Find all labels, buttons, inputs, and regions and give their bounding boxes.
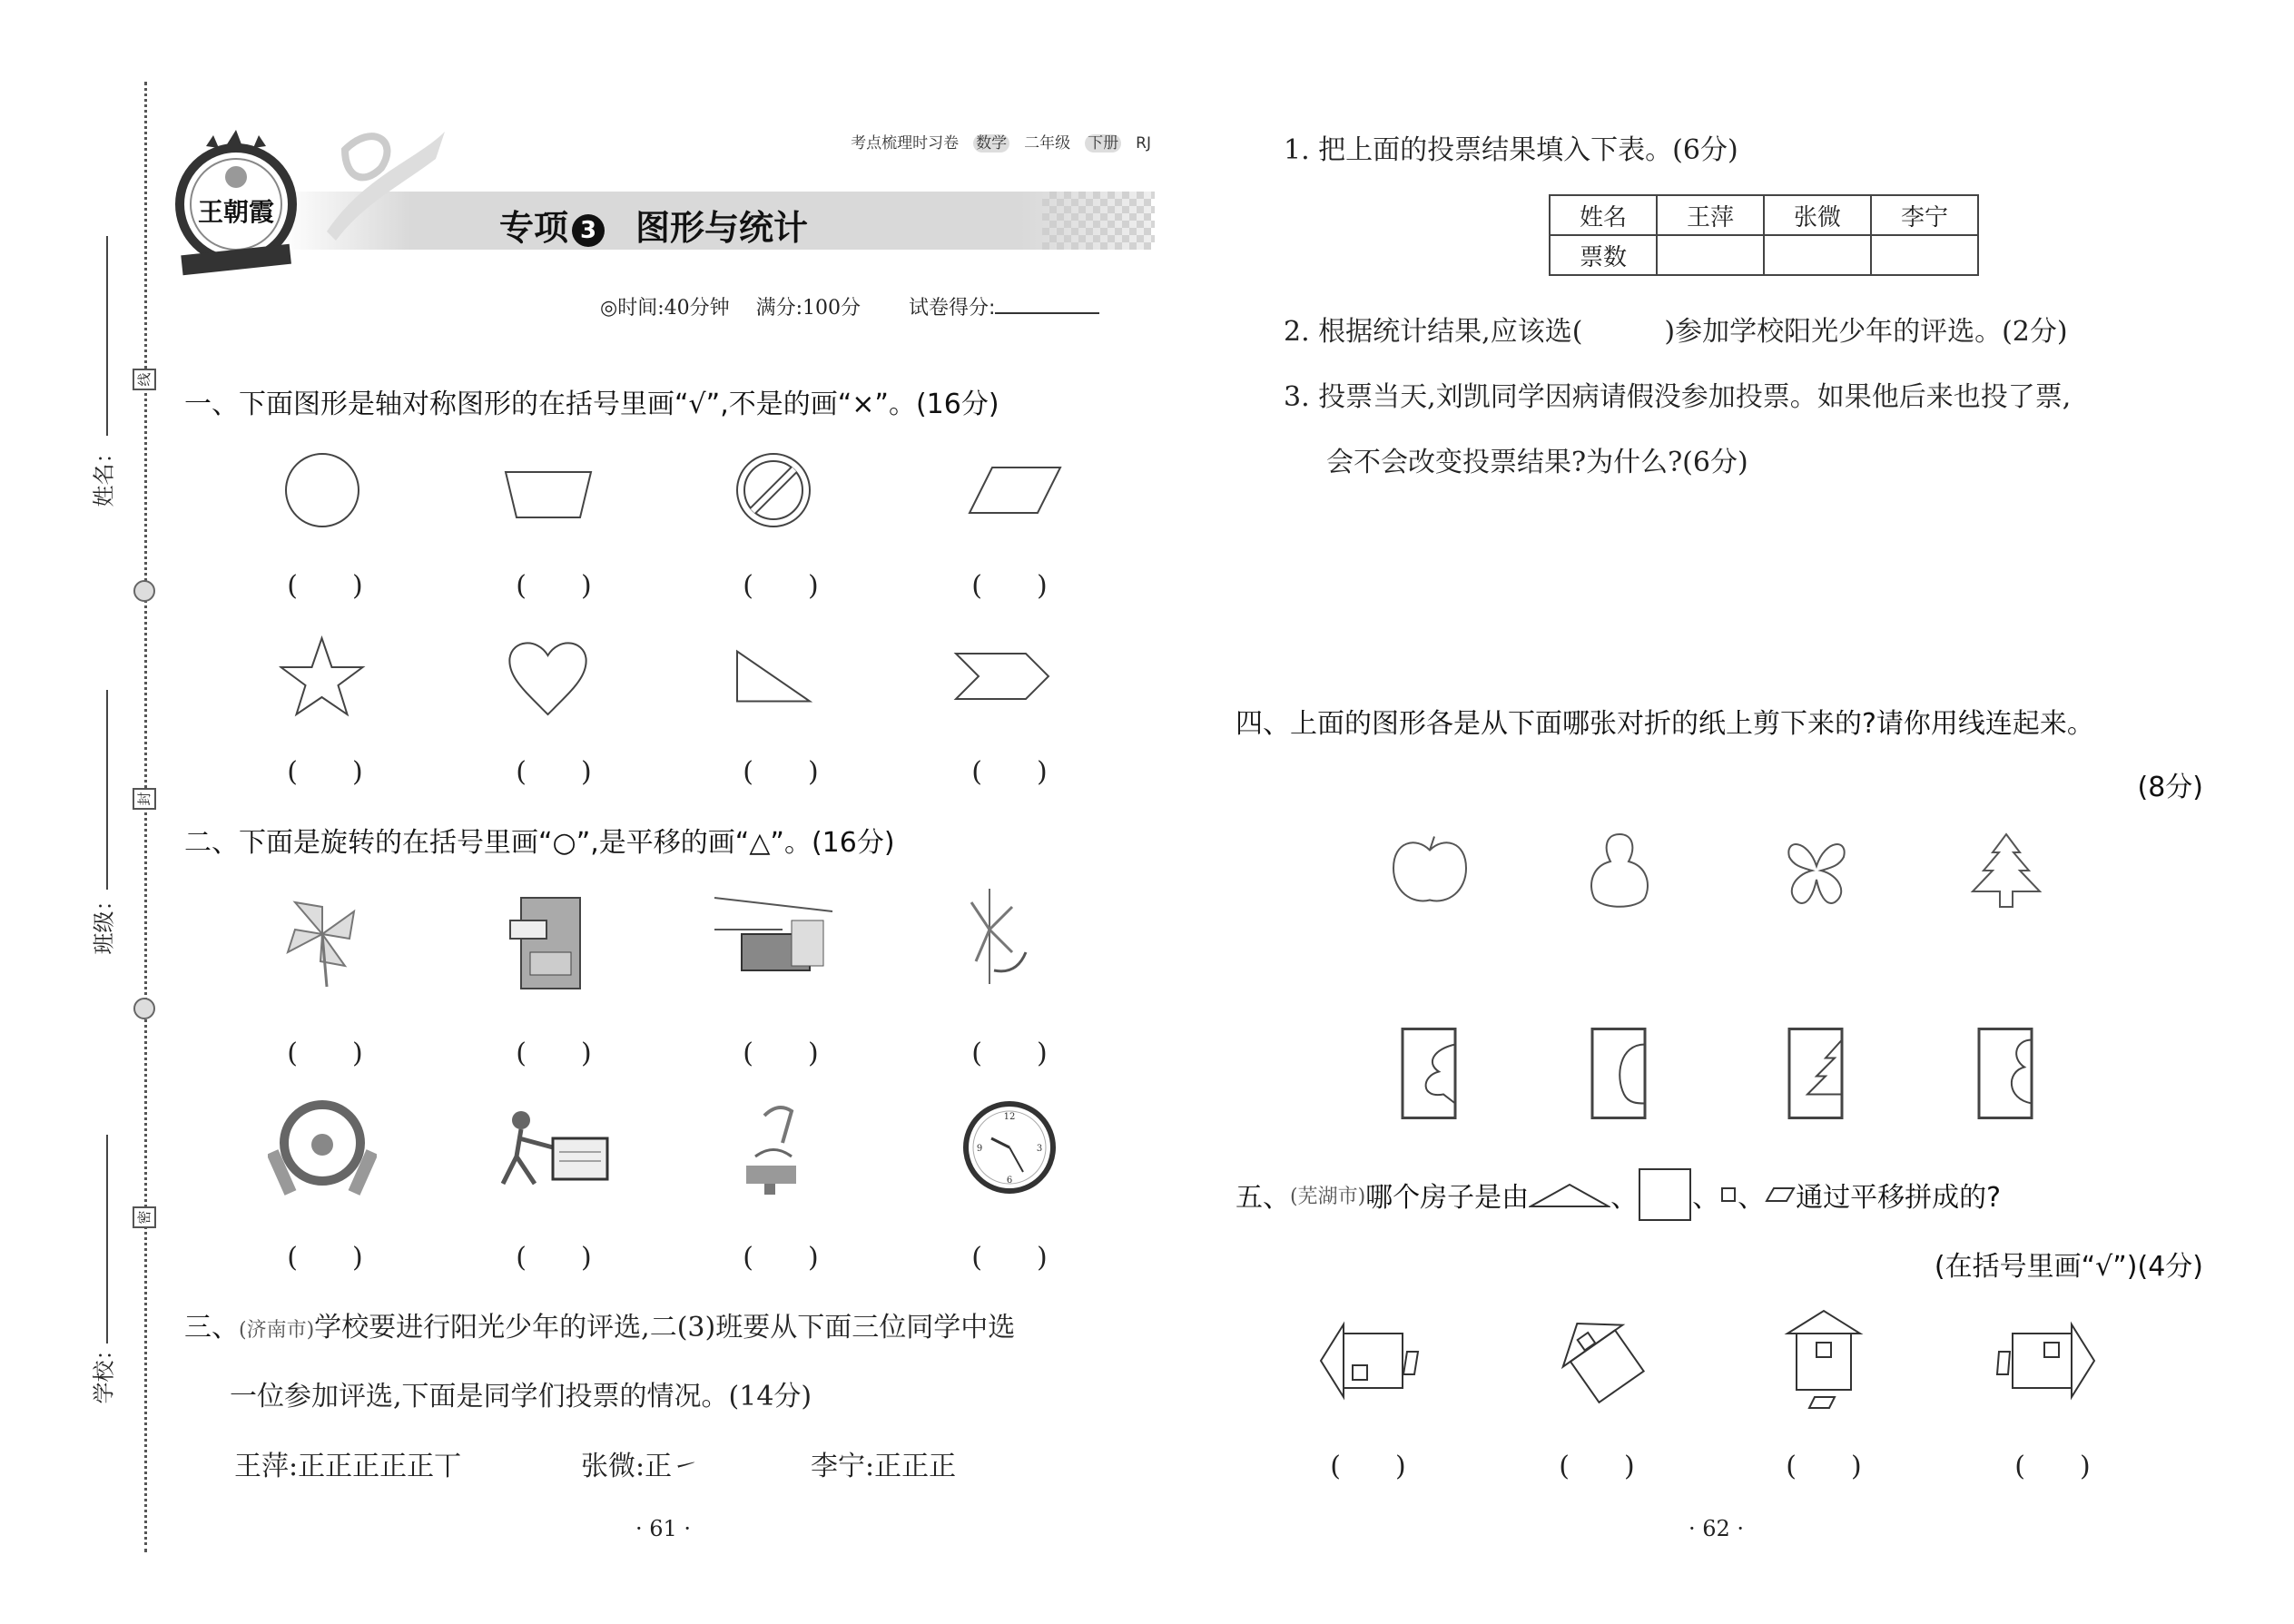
trapezoid-icon xyxy=(503,468,594,522)
margin-circle-icon xyxy=(133,998,155,1019)
seal-seal-char: 封 xyxy=(133,788,156,810)
house-option-a-icon xyxy=(1316,1320,1425,1402)
name-label: 姓名： xyxy=(91,441,117,507)
section5-heading: 五、 (芜湖市) 哪个房子是由 、 、 、 通过平移拼成的? xyxy=(1236,1167,2001,1222)
circle-icon xyxy=(281,449,363,531)
time-limit: 时间:40分钟 xyxy=(617,297,730,320)
answer-paren[interactable]: ( ) xyxy=(287,570,363,602)
answer-paren[interactable]: ( ) xyxy=(1330,1451,1406,1482)
parallelogram-piece-icon xyxy=(1765,1186,1796,1203)
checker-decoration xyxy=(1042,192,1155,250)
pushing-box-icon xyxy=(485,1102,612,1193)
subject: 数学 xyxy=(973,134,1009,153)
vote-wangping: 王萍:正正正正正丅 xyxy=(234,1451,462,1482)
vote-zhangwei: 张微:正㇀ xyxy=(581,1451,700,1482)
star-icon xyxy=(280,635,366,717)
q3-line1: 3. 投票当天,刘凯同学因病请假没参加投票。如果他后来也投了票, xyxy=(1284,381,2072,413)
faucet-icon xyxy=(728,1097,819,1197)
seal-line-char: 线 xyxy=(133,369,156,390)
steering-wheel-icon xyxy=(268,1097,377,1197)
folded-paper-3-icon xyxy=(1785,1027,1848,1122)
header-meta xyxy=(836,130,1151,153)
right-triangle-icon xyxy=(733,647,814,706)
answer-paren[interactable]: ( ) xyxy=(743,570,819,602)
school-label: 学校： xyxy=(91,1338,117,1404)
small-square-piece-icon xyxy=(1719,1186,1738,1204)
class-line xyxy=(106,690,108,890)
section3-heading: 三、(济南市)学校要进行阳光少年的评选,二(3)班要从下面三位同学中选 xyxy=(184,1312,1016,1343)
drawer-icon xyxy=(710,893,837,984)
score-label: 试卷得分: xyxy=(909,297,996,320)
city-tag: (济南市) xyxy=(239,1319,315,1342)
ceiling-fan-icon xyxy=(962,884,1035,993)
vote-table xyxy=(1549,194,1979,276)
answer-paren[interactable]: ( ) xyxy=(516,1038,592,1069)
clock-icon xyxy=(960,1097,1059,1197)
answer-paren[interactable]: ( ) xyxy=(2014,1451,2091,1482)
seal-secret-char: 密 xyxy=(133,1206,156,1228)
answer-paren[interactable]: ( ) xyxy=(971,570,1048,602)
vote-cell[interactable] xyxy=(1764,235,1871,275)
square-piece-icon xyxy=(1638,1167,1692,1222)
butterfly-cutout-icon xyxy=(1776,830,1857,911)
svg-text:12: 12 xyxy=(1003,1112,1016,1122)
answer-paren[interactable]: ( ) xyxy=(287,1038,363,1069)
q2-text: 2. 根据统计结果,应该选( )参加学校阳光少年的评选。(2分) xyxy=(1284,316,2068,348)
series-name: 考点梳理时习卷 xyxy=(851,134,960,153)
heart-icon xyxy=(506,635,592,717)
atm-machine-icon xyxy=(503,884,594,993)
section4-heading: 四、上面的图形各是从下面哪张对折的纸上剪下来的?请你用线连起来。 xyxy=(1236,708,2094,740)
answer-paren[interactable]: ( ) xyxy=(1786,1451,1862,1482)
table-row: 姓名 王萍 张微 李宁 xyxy=(1550,195,1978,235)
svg-text:9: 9 xyxy=(976,1144,983,1154)
gourd-cutout-icon xyxy=(1583,830,1656,911)
clock-icon: ◎ xyxy=(600,297,618,320)
no-sign-icon xyxy=(733,449,814,531)
answer-paren[interactable]: ( ) xyxy=(743,1038,819,1069)
folded-paper-1-icon xyxy=(1398,1027,1462,1122)
answer-paren[interactable]: ( ) xyxy=(743,1242,819,1274)
answer-paren[interactable]: ( ) xyxy=(971,1038,1048,1069)
class-label: 班级： xyxy=(91,889,117,955)
pinwheel-icon xyxy=(277,889,368,989)
exam-info xyxy=(600,292,1099,320)
logo-text: 王朝霞 xyxy=(197,197,275,227)
answer-paren[interactable]: ( ) xyxy=(287,756,363,788)
table-row: 票数 xyxy=(1550,235,1978,275)
vote-cell[interactable] xyxy=(1657,235,1764,275)
apple-cutout-icon xyxy=(1389,832,1471,910)
answer-paren[interactable]: ( ) xyxy=(743,756,819,788)
q1-text: 1. 把上面的投票结果填入下表。(6分) xyxy=(1284,134,1738,166)
score-field[interactable] xyxy=(995,312,1099,314)
answer-paren[interactable]: ( ) xyxy=(516,756,592,788)
topic-number-badge: 3 xyxy=(572,214,605,247)
section4-points: (8分) xyxy=(2137,772,2203,803)
triangle-piece-icon xyxy=(1529,1181,1610,1208)
answer-paren[interactable]: ( ) xyxy=(287,1242,363,1274)
page-title: 专项 3 图形与统计 xyxy=(499,208,809,248)
logo xyxy=(163,123,454,281)
section2-heading: 二、下面是旋转的在括号里画“○”,是平移的画“△”。(16分) xyxy=(184,827,895,859)
answer-paren[interactable]: ( ) xyxy=(1559,1451,1635,1482)
arrow-chevron-icon xyxy=(953,649,1053,704)
name-line xyxy=(106,236,108,436)
svg-text:3: 3 xyxy=(1036,1144,1043,1154)
volume: 下册 xyxy=(1085,134,1121,153)
section1-heading: 一、下面图形是轴对称图形的在括号里画“√”,不是的画“×”。(16分) xyxy=(184,389,999,420)
q3-line2: 会不会改变投票结果?为什么?(6分) xyxy=(1326,447,1748,478)
answer-paren[interactable]: ( ) xyxy=(971,1242,1048,1274)
tree-cutout-icon xyxy=(1965,830,2047,911)
page-number-right: · 62 · xyxy=(1689,1516,1745,1541)
answer-paren[interactable]: ( ) xyxy=(516,570,592,602)
margin-circle-icon xyxy=(133,580,155,602)
svg-text:6: 6 xyxy=(1006,1176,1013,1186)
grade: 二年级 xyxy=(1024,134,1071,153)
folded-paper-2-icon xyxy=(1588,1027,1651,1122)
house-option-c-icon xyxy=(1778,1306,1869,1415)
section5-note: (在括号里画“√”)(4分) xyxy=(1934,1251,2203,1283)
folded-paper-4-icon xyxy=(1974,1027,2038,1122)
house-option-d-icon xyxy=(1990,1320,2099,1402)
city-tag: (芜湖市) xyxy=(1290,1185,1366,1208)
page-number-left: · 61 · xyxy=(635,1516,692,1541)
house-option-b-icon xyxy=(1549,1311,1658,1411)
vote-cell[interactable] xyxy=(1871,235,1978,275)
full-score: 满分:100分 xyxy=(755,297,861,320)
vote-lining: 李宁:正正正 xyxy=(811,1451,957,1482)
section3-line2: 一位参加评选,下面是同学们投票的情况。(14分) xyxy=(230,1381,812,1412)
school-line xyxy=(106,1135,108,1343)
answer-paren[interactable]: ( ) xyxy=(516,1242,592,1274)
binding-dotted-line xyxy=(144,82,147,1552)
answer-paren[interactable]: ( ) xyxy=(971,756,1048,788)
parallelogram-icon xyxy=(965,463,1065,517)
edition: RJ xyxy=(1136,134,1151,153)
